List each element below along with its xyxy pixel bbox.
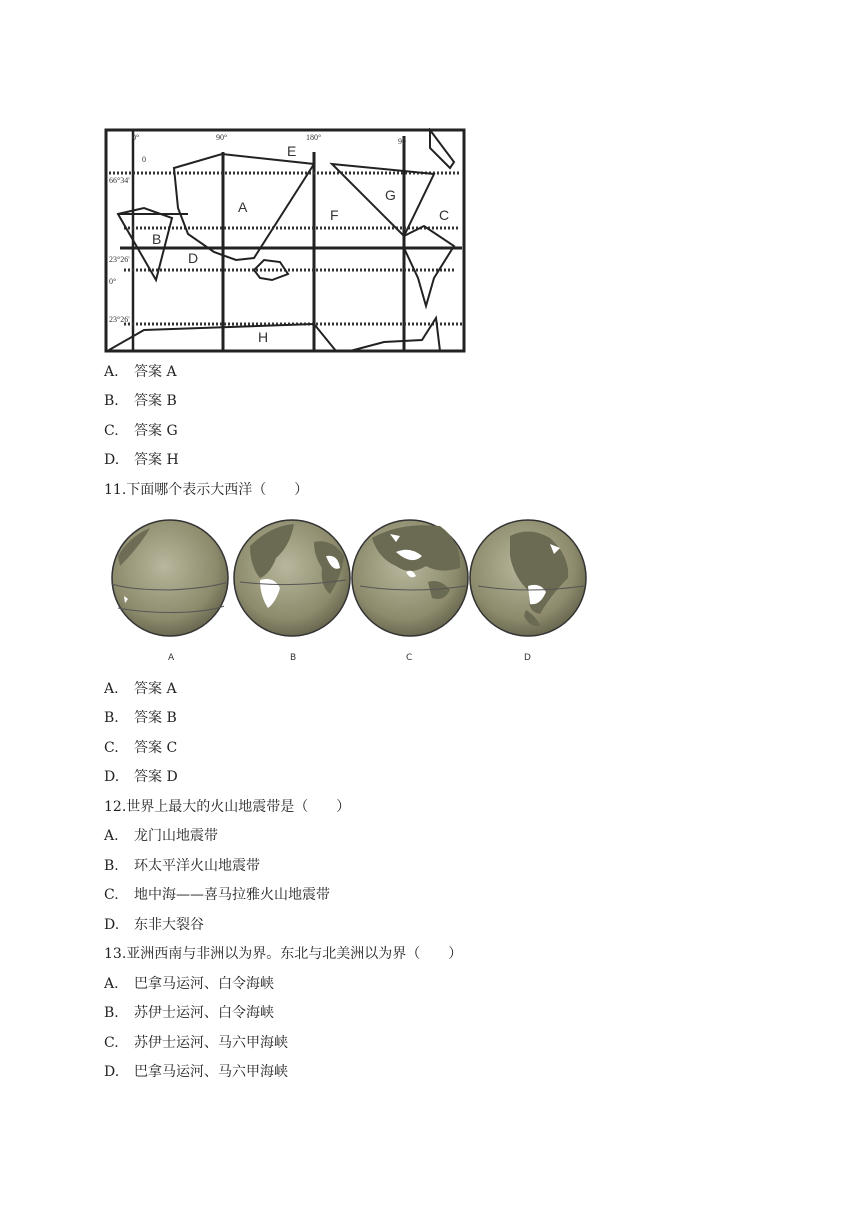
q10-option-b[interactable]: B. 答案 B xyxy=(104,393,177,409)
q12-stem: 12.世界上最大的火山地震带是（ ） xyxy=(104,799,351,815)
map-region-label: F xyxy=(330,207,339,223)
globe-label: D xyxy=(524,653,531,663)
map-top-tick: 90° xyxy=(216,133,228,142)
map-region-label: C xyxy=(439,207,450,223)
globes-figure xyxy=(110,516,590,666)
globe-label: B xyxy=(290,653,297,663)
q13-stem: 13.亚洲西南与非洲以为界。东北与北美洲以为界（ ） xyxy=(104,946,463,962)
map-top-tick: 90 xyxy=(398,137,406,146)
q12-option-d[interactable]: D. 东非大裂谷 xyxy=(104,917,204,933)
map-left-tick: 0° xyxy=(109,277,117,286)
q12-option-c[interactable]: C. 地中海——喜马拉雅火山地震带 xyxy=(104,887,330,903)
q13-option-d[interactable]: D. 巴拿马运河、马六甲海峡 xyxy=(104,1064,288,1080)
map-region-label: E xyxy=(287,143,297,159)
map-left-tick: 0 xyxy=(142,155,146,164)
map-left-tick: 66°34' xyxy=(109,176,130,185)
map-region-label: B xyxy=(152,231,162,247)
map-region-label: H xyxy=(258,329,269,345)
map-region-label: D xyxy=(188,250,199,266)
q10-option-c[interactable]: C. 答案 G xyxy=(104,423,178,439)
q11-stem: 11.下面哪个表示大西洋（ ） xyxy=(104,482,309,498)
q10-option-a[interactable]: A. 答案 A xyxy=(104,364,177,380)
ocean-map-figure xyxy=(104,128,466,353)
q13-option-a[interactable]: A. 巴拿马运河、白令海峡 xyxy=(104,976,274,992)
q11-option-b[interactable]: B. 答案 B xyxy=(104,710,177,726)
q13-option-c[interactable]: C. 苏伊士运河、马六甲海峡 xyxy=(104,1035,288,1051)
globe-d xyxy=(470,520,586,636)
q11-option-c[interactable]: C. 答案 C xyxy=(104,740,178,756)
map-left-tick: 23°26' xyxy=(109,255,130,264)
q10-option-d[interactable]: D. 答案 H xyxy=(104,452,179,468)
q13-option-b[interactable]: B. 苏伊士运河、白令海峡 xyxy=(104,1005,274,1021)
map-top-tick: 0° xyxy=(132,133,140,142)
map-region-label: A xyxy=(238,199,248,215)
map-top-tick: 180° xyxy=(306,133,322,142)
globe-c xyxy=(352,520,468,636)
map-region-label: G xyxy=(385,187,396,203)
q12-option-a[interactable]: A. 龙门山地震带 xyxy=(104,828,218,844)
globe-b xyxy=(234,520,350,636)
globe-label: C xyxy=(406,653,413,663)
q12-option-b[interactable]: B. 环太平洋火山地震带 xyxy=(104,858,260,874)
map-left-tick: 23°26' xyxy=(109,315,130,324)
q11-option-d[interactable]: D. 答案 D xyxy=(104,769,178,785)
globe-label: A xyxy=(168,653,175,663)
q11-option-a[interactable]: A. 答案 A xyxy=(104,681,177,697)
globe-a xyxy=(112,520,228,636)
